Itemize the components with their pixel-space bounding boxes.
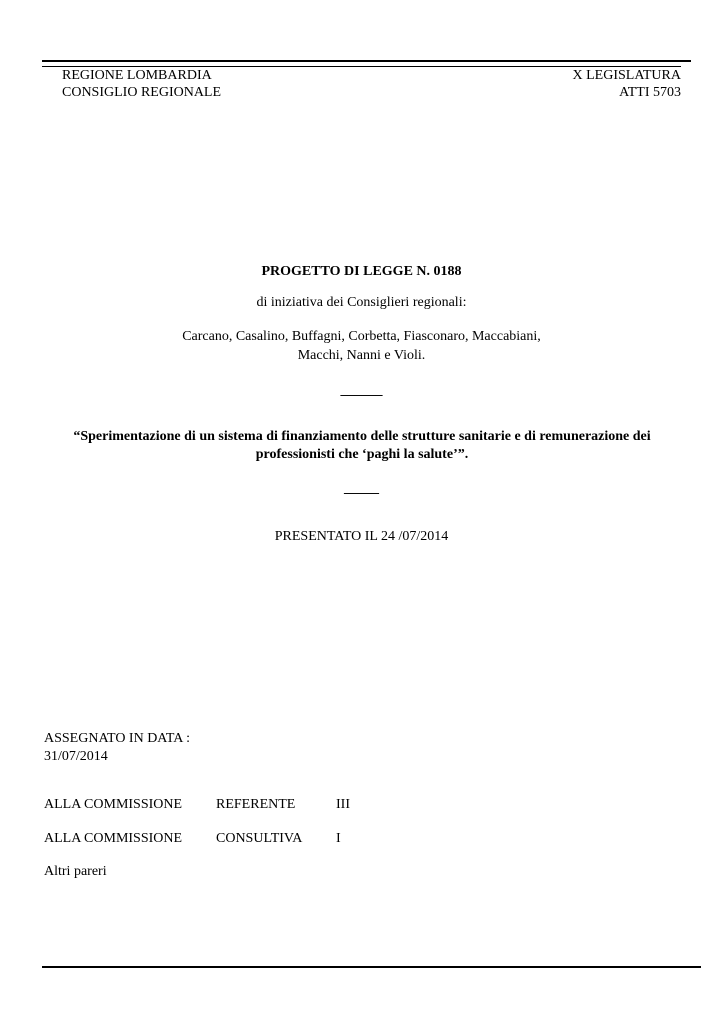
presented-date: PRESENTATO IL 24 /07/2014	[274, 529, 449, 544]
bottom-rule	[42, 966, 701, 968]
act-number: ATTI 5703	[619, 85, 681, 100]
initiative-line: di iniziativa dei Consiglieri regionali:	[256, 295, 467, 310]
commission-row	[44, 797, 444, 815]
authors-line-1: Carcano, Casalino, Buffagni, Corbetta, Fiasconaro, Maccabiani,	[182, 329, 541, 344]
subject-line-1: “Sperimentazione di un sistema di finanziamento delle strutture sanitarie e di remunerazione dei	[73, 429, 651, 444]
separator-short: _____	[344, 481, 379, 496]
council-name: CONSIGLIO REGIONALE	[62, 85, 222, 100]
commission-role: CONSULTIVA	[216, 831, 303, 846]
assigned-date: 31/07/2014	[44, 749, 108, 764]
commission-label: ALLA COMMISSIONE	[44, 831, 183, 846]
commission-number: III	[336, 797, 350, 812]
commission-number: I	[336, 831, 341, 846]
assignment-block	[44, 730, 190, 766]
authors-list	[42, 327, 681, 365]
assigned-label: ASSEGNATO IN DATA :	[44, 731, 191, 746]
subject-line-2: professionisti che ‘paghi la salute’”.	[255, 447, 469, 462]
commission-label: ALLA COMMISSIONE	[44, 797, 183, 812]
authors-line-2: Macchi, Nanni e Violi.	[297, 348, 426, 363]
commission-row	[44, 831, 444, 849]
other-opinions: Altri pareri	[44, 864, 107, 879]
legislature: X LEGISLATURA	[572, 68, 681, 83]
commission-role: REFERENTE	[216, 797, 296, 812]
document-title: PROGETTO DI LEGGE N. 0188	[261, 264, 462, 279]
header-left	[62, 67, 221, 101]
region-name: REGIONE LOMBARDIA	[62, 68, 212, 83]
header-right	[573, 67, 682, 101]
separator-long: ______	[340, 383, 383, 398]
top-rule-thick	[42, 60, 691, 62]
bill-subject	[42, 428, 682, 464]
